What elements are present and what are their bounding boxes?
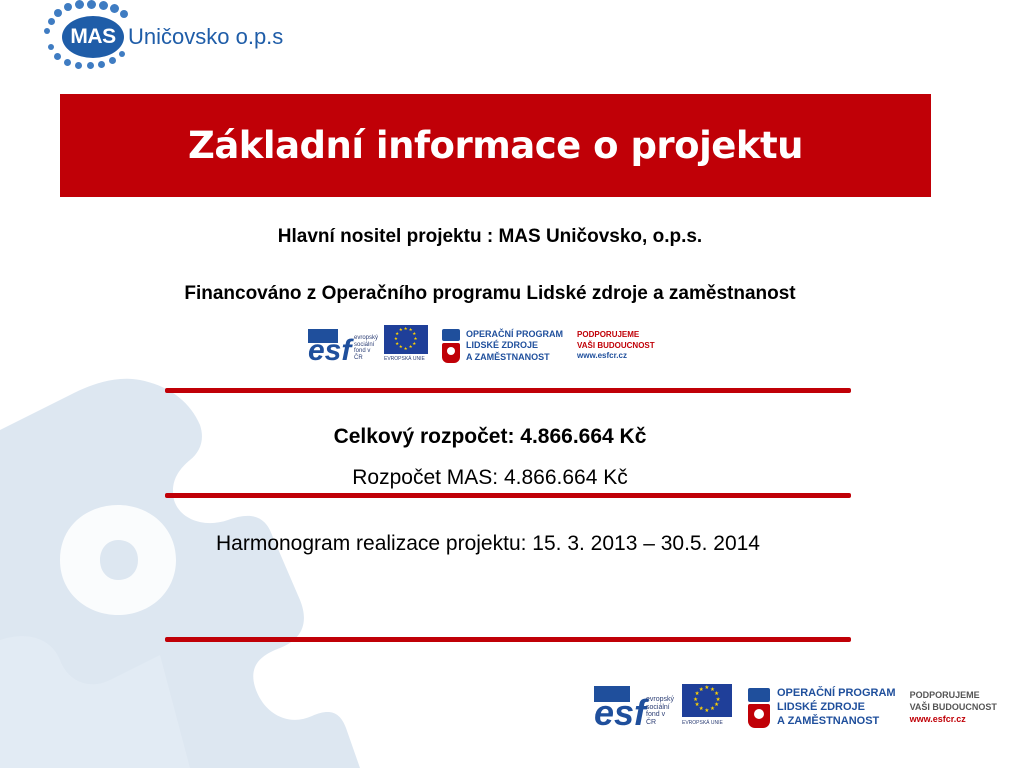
eu-star-icon: ★: [398, 327, 403, 333]
eu-star-icon: ★: [412, 340, 417, 346]
esf-logo-strip-bottom: [594, 684, 997, 732]
eu-star-icon: ★: [709, 686, 715, 693]
project-schedule: Harmonogram realizace projektu: 15. 3. 2013 – 30.5. 2014: [215, 532, 760, 555]
divider-rule: [165, 637, 851, 642]
divider-rule: [165, 493, 851, 498]
eu-star-icon: ★: [714, 690, 719, 697]
esf-logo-strip-top: [308, 325, 655, 367]
eu-star-icon: ★: [398, 344, 403, 350]
eu-star-icon: ★: [408, 327, 413, 333]
eu-star-icon: ★: [395, 340, 400, 346]
title-band: [60, 94, 931, 197]
mas-budget: Rozpočet MAS: 4.866.664 Kč: [352, 466, 628, 489]
project-carrier: Hlavní nositel projektu : MAS Uničovsko, o.p.s.: [277, 226, 703, 247]
eu-star-icon: ★: [694, 702, 700, 709]
eu-star-icon: ★: [395, 330, 400, 336]
op-logo: OPERAČNÍ PROGRAM LIDSKÉ ZDROJE A ZAMĚSTNANOST: [442, 329, 563, 363]
eu-star-icon: ★: [393, 335, 398, 341]
eu-star-icon: ★: [408, 344, 413, 350]
eu-flag-logo: ★ ★ ★ ★ ★ ★ ★ ★ ★ ★ ★ ★ EVROPSKÁ UNIE: [384, 325, 434, 367]
eu-star-icon: ★: [412, 330, 417, 336]
eu-star-icon: ★: [715, 696, 721, 703]
mas-logo-mark: MAS: [62, 16, 124, 58]
eu-star-icon: ★: [709, 706, 715, 713]
support-logo: PODPORUJEME VAŠI BUDOUCNOST www.esfcr.cz: [577, 330, 655, 361]
total-budget: Celkový rozpočet: 4.866.664 Kč: [333, 425, 647, 448]
esf-logo: esf evropský sociální fond v ČR: [308, 325, 378, 367]
eu-star-icon: ★: [698, 686, 704, 693]
financing-source: Financováno z Operačního programu Lidské zdroje a zaměstnanost: [184, 283, 796, 304]
eu-star-icon: ★: [704, 685, 710, 692]
eu-star-icon: ★: [694, 690, 700, 697]
eu-star-icon: ★: [704, 707, 710, 714]
mas-logo: [40, 0, 284, 72]
eu-star-icon: ★: [403, 345, 408, 351]
eu-star-icon: ★: [693, 696, 698, 703]
esf-logo: esf evropský sociální fond v ČR: [594, 684, 676, 732]
eu-star-icon: ★: [403, 326, 408, 332]
eu-star-icon: ★: [714, 702, 719, 709]
eu-star-icon: ★: [413, 335, 418, 341]
op-logo: OPERAČNÍ PROGRAM LIDSKÉ ZDROJE A ZAMĚSTNANOST: [748, 687, 896, 728]
page-title: Základní informace o projektu: [187, 124, 804, 167]
divider-rule: [165, 388, 851, 393]
eu-flag-logo: ★ ★ ★ ★ ★ ★ ★ ★ ★ ★ ★ ★ EVROPSKÁ UNIE: [682, 684, 738, 732]
mas-logo-name: Uničovsko o.p.s: [128, 24, 284, 49]
eu-star-icon: ★: [698, 706, 704, 713]
support-logo: PODPORUJEME VAŠI BUDOUCNOST www.esfcr.cz: [909, 690, 997, 724]
